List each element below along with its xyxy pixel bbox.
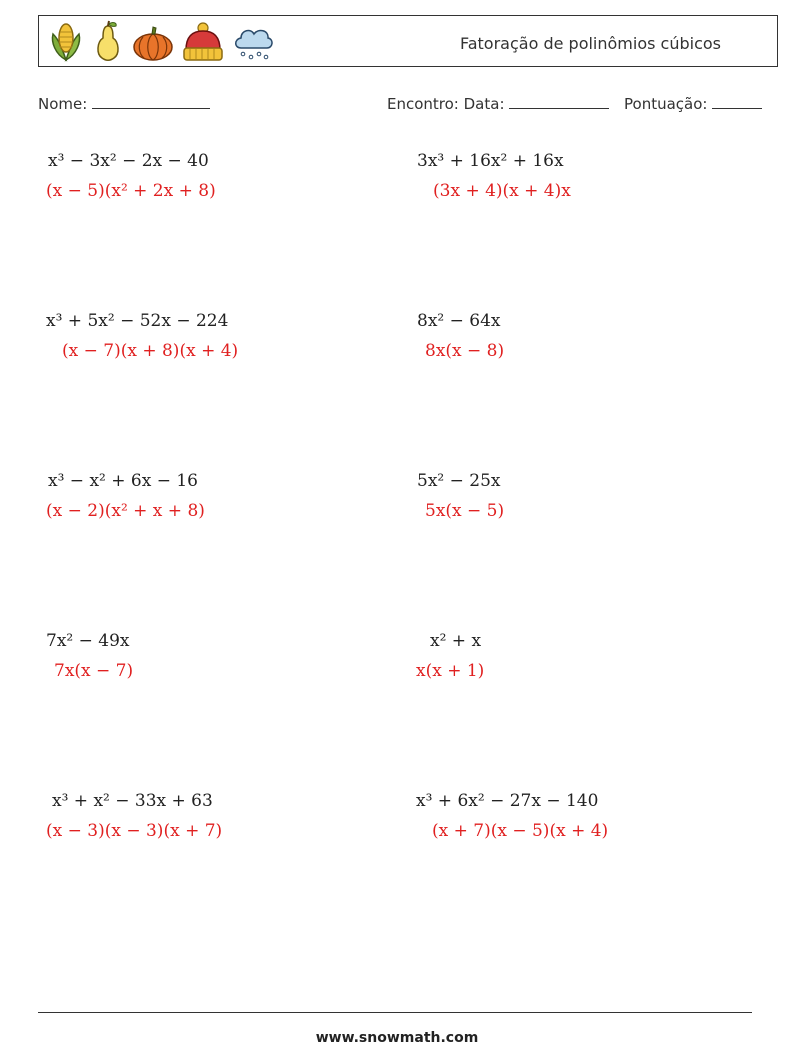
score-label: Pontuação: (624, 95, 708, 113)
problem-10-expression: x³ + 6x² − 27x − 140 (416, 791, 599, 811)
name-field[interactable] (38, 94, 210, 113)
problem-5-expression: x³ − x² + 6x − 16 (48, 471, 198, 491)
problem-2-expression: 3x³ + 16x² + 16x (417, 151, 564, 171)
problem-3-expression: x³ + 5x² − 52x − 224 (46, 311, 229, 331)
meeting-date-field[interactable] (387, 94, 609, 113)
page-title: Fatoração de polinômios cúbicos (459, 34, 721, 53)
problem-8-expression: x² + x (430, 631, 482, 651)
name-blank[interactable] (92, 94, 210, 109)
problem-2-answer: (3x + 4)(x + 4)x (433, 181, 571, 201)
date-blank[interactable] (509, 94, 609, 109)
footer-url[interactable]: www.snowmath.com (315, 1030, 479, 1046)
problem-9-expression: x³ + x² − 33x + 63 (52, 791, 213, 811)
problem-8-answer: x(x + 1) (416, 661, 485, 681)
problem-10-answer: (x + 7)(x − 5)(x + 4) (432, 821, 609, 841)
problem-6-answer: 5x(x − 5) (425, 501, 505, 521)
problem-5-answer: (x − 2)(x² + x + 8) (46, 501, 205, 521)
name-label: Nome: (38, 95, 88, 113)
rain-cloud-icon (231, 20, 275, 64)
footer-divider (38, 1012, 752, 1013)
meeting-date-label: Encontro: Data: (387, 95, 505, 113)
problem-1-answer: (x − 5)(x² + 2x + 8) (46, 181, 216, 201)
problem-4-expression: 8x² − 64x (417, 311, 501, 331)
problem-4-answer: 8x(x − 8) (425, 341, 505, 361)
winter-hat-icon (181, 20, 225, 64)
corn-icon (47, 20, 85, 64)
pumpkin-icon (131, 20, 175, 64)
problem-1-expression: x³ − 3x² − 2x − 40 (48, 151, 209, 171)
problem-7-answer: 7x(x − 7) (54, 661, 134, 681)
header-icons (47, 20, 275, 64)
problem-7-expression: 7x² − 49x (46, 631, 130, 651)
problem-9-answer: (x − 3)(x − 3)(x + 7) (46, 821, 223, 841)
score-field[interactable] (624, 94, 762, 113)
problem-6-expression: 5x² − 25x (417, 471, 501, 491)
pear-icon (91, 20, 125, 64)
score-blank[interactable] (712, 94, 762, 109)
worksheet-header (38, 15, 778, 67)
problem-3-answer: (x − 7)(x + 8)(x + 4) (62, 341, 239, 361)
